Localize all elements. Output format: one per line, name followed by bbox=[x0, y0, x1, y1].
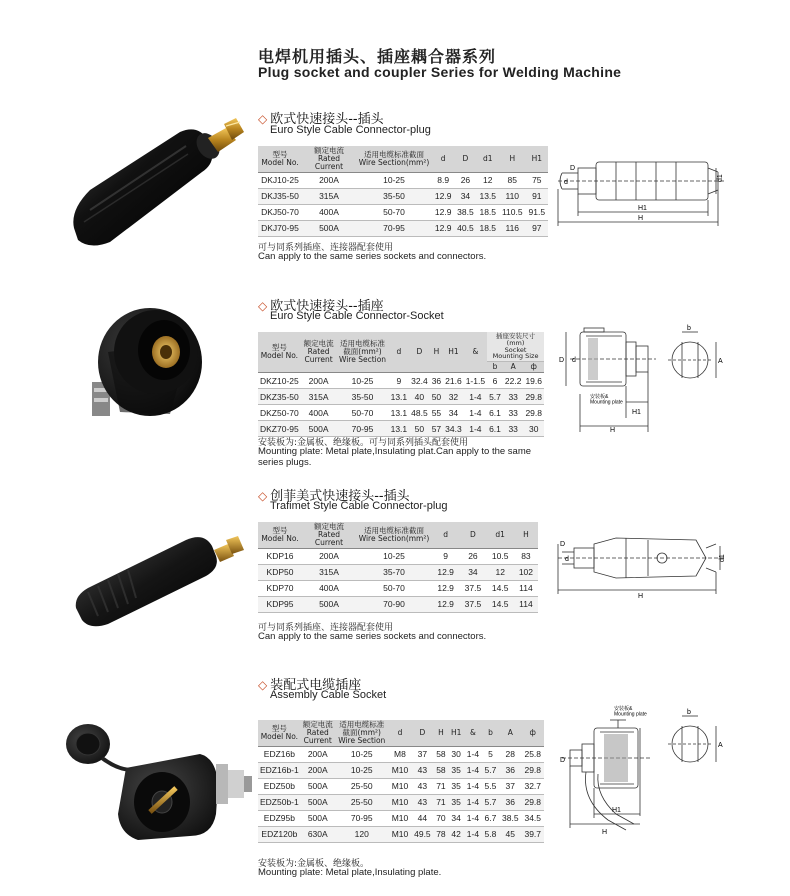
euro-socket-drawing bbox=[556, 322, 734, 434]
table-cell: 5.7 bbox=[482, 794, 499, 810]
section-3-note-cn: 可与同系列插座、连接器配套使用 bbox=[258, 623, 394, 633]
table-cell: 33 bbox=[503, 405, 524, 421]
table-cell: 315A bbox=[302, 564, 356, 580]
table-cell: 630A bbox=[301, 826, 335, 842]
table-row bbox=[258, 172, 548, 188]
table-cell: 25-50 bbox=[335, 778, 389, 794]
table-cell: 114 bbox=[514, 596, 538, 612]
page-title-en: Plug socket and coupler Series for Welding Machine bbox=[258, 64, 622, 80]
section-4-note-en: Mounting plate: Metal plate,Insulating plate. bbox=[258, 867, 442, 878]
table-cell: 34 bbox=[448, 810, 464, 826]
table-cell: 12.9 bbox=[432, 564, 459, 580]
table-cell: 10.5 bbox=[487, 548, 514, 564]
table-cell: 49.5 bbox=[411, 826, 433, 842]
table-cell: 120 bbox=[335, 826, 389, 842]
table-cell: 55 bbox=[430, 405, 443, 421]
model-cell: DKJ10-25 bbox=[258, 172, 302, 188]
model-cell: DKZ35-50 bbox=[258, 389, 301, 405]
table-row bbox=[258, 794, 544, 810]
table-cell: 5.7 bbox=[487, 389, 503, 405]
dim-d1-label: d1 bbox=[719, 554, 726, 562]
col-header: & bbox=[464, 720, 482, 746]
table-cell: 35-70 bbox=[356, 564, 432, 580]
table-cell: 12.9 bbox=[432, 580, 459, 596]
col-group-header: 插座安装尺寸(mm) Socket Mounting Size bbox=[487, 332, 544, 362]
col-header: d bbox=[389, 720, 411, 746]
table-cell: 25.8 bbox=[522, 746, 545, 762]
dim-b-label: b bbox=[687, 709, 691, 716]
trafimet-plug-photo bbox=[60, 520, 250, 630]
table-cell: 28 bbox=[499, 746, 521, 762]
table-cell: 6.1 bbox=[487, 405, 503, 421]
table-cell: M10 bbox=[389, 794, 411, 810]
mounting-plate-label: 安装板& Mounting plate bbox=[614, 706, 647, 718]
table-cell: 1-4 bbox=[464, 762, 482, 778]
table-cell: M8 bbox=[389, 746, 411, 762]
table-cell: 200A bbox=[301, 373, 337, 389]
euro-plug-drawing bbox=[556, 150, 732, 234]
table-cell: 35-50 bbox=[336, 389, 388, 405]
section-2-title-cn-text: 欧式快速接头--插座 bbox=[270, 299, 384, 314]
table-cell: M10 bbox=[389, 762, 411, 778]
model-cell: EDZ95b bbox=[258, 810, 301, 826]
table-cell: 29.8 bbox=[523, 405, 544, 421]
table-cell: 500A bbox=[302, 220, 356, 236]
dim-d-label: d bbox=[565, 556, 569, 563]
table-cell: 1-4 bbox=[464, 421, 487, 437]
table-cell: 32.7 bbox=[522, 778, 545, 794]
section-4-note-cn: 安装板为:金属板、绝缘板。 bbox=[258, 859, 370, 869]
table-cell: 91.5 bbox=[526, 204, 548, 220]
col-header: 额定电流 Rated Current bbox=[302, 720, 333, 745]
table-row bbox=[258, 204, 548, 220]
table-cell: 50 bbox=[430, 389, 443, 405]
table-cell: 29.8 bbox=[522, 762, 545, 778]
table-cell: 34 bbox=[443, 405, 464, 421]
table-cell: 5 bbox=[482, 746, 499, 762]
col-header: 额定电流 Rated Current bbox=[302, 522, 356, 548]
table-cell: 400A bbox=[302, 204, 356, 220]
table-cell: 18.5 bbox=[477, 220, 499, 236]
table-cell: 5.8 bbox=[482, 826, 499, 842]
table-header-row bbox=[258, 146, 548, 172]
trafimet-plug-drawing bbox=[556, 528, 732, 600]
col-header: 适用电缆标准 截面(mm²) Wire Section bbox=[336, 332, 388, 373]
col-header: 适用电缆标准截面 Wire Section(mm²) bbox=[356, 522, 432, 548]
col-header: 适用电缆标准截面 Wire Section(mm²) bbox=[356, 146, 432, 172]
trafimet-plug-spec-table bbox=[258, 522, 538, 613]
table-cell: 200A bbox=[302, 172, 356, 188]
col-header: H1 bbox=[443, 332, 464, 373]
table-cell: 50-70 bbox=[356, 580, 432, 596]
model-cell: EDZ120b bbox=[258, 826, 301, 842]
table-row bbox=[258, 778, 544, 794]
table-cell: 70-90 bbox=[356, 596, 432, 612]
table-cell: 500A bbox=[302, 596, 356, 612]
model-cell: DKZ70-95 bbox=[258, 421, 301, 437]
table-cell: 71 bbox=[434, 778, 449, 794]
col-header: d1 bbox=[487, 522, 514, 548]
dim-D-label: D bbox=[560, 757, 566, 764]
table-header-row bbox=[258, 332, 544, 362]
table-cell: M10 bbox=[389, 778, 411, 794]
table-cell: 35 bbox=[448, 778, 464, 794]
table-cell: 30 bbox=[523, 421, 544, 437]
col-header: b bbox=[482, 720, 499, 746]
table-cell: 500A bbox=[301, 794, 335, 810]
table-cell: 1-4 bbox=[464, 389, 487, 405]
diamond-bullet-icon: ◇ bbox=[258, 299, 268, 313]
model-cell: EDZ16b-1 bbox=[258, 762, 301, 778]
table-cell: 37.5 bbox=[459, 580, 486, 596]
table-cell: 30 bbox=[448, 746, 464, 762]
table-cell: 200A bbox=[302, 548, 356, 564]
table-cell: 37 bbox=[499, 778, 521, 794]
section-2-title-en: Euro Style Cable Connector-Socket bbox=[270, 310, 444, 322]
table-cell: 32 bbox=[443, 389, 464, 405]
table-cell: 8.9 bbox=[432, 172, 454, 188]
model-cell: EDZ50b bbox=[258, 778, 301, 794]
dim-D-label: D bbox=[570, 165, 576, 172]
table-cell: 35 bbox=[448, 762, 464, 778]
table-cell: 1-4 bbox=[464, 778, 482, 794]
section-2-note-cn: 安装板为:金属板、绝缘板。可与同系列插头配套使用 bbox=[258, 438, 469, 448]
col-header: ф bbox=[522, 720, 545, 746]
table-cell: 1-1.5 bbox=[464, 373, 487, 389]
table-cell: 71 bbox=[434, 794, 449, 810]
table-row bbox=[258, 596, 538, 612]
table-row bbox=[258, 826, 544, 842]
table-cell: 83 bbox=[514, 548, 538, 564]
model-cell: KDP16 bbox=[258, 548, 302, 564]
col-header: ф bbox=[523, 362, 544, 373]
table-cell: 1-4 bbox=[464, 405, 487, 421]
table-cell: 13.5 bbox=[477, 188, 499, 204]
table-row bbox=[258, 580, 538, 596]
model-cell: KDP50 bbox=[258, 564, 302, 580]
table-cell: 500A bbox=[301, 421, 337, 437]
table-cell: 400A bbox=[302, 580, 356, 596]
dim-H-label: H bbox=[610, 427, 616, 434]
table-cell: 70 bbox=[434, 810, 449, 826]
page-title-cn: 电焊机用插头、插座耦合器系列 bbox=[258, 47, 497, 66]
table-cell: 97 bbox=[526, 220, 548, 236]
section-1-note-cn: 可与同系列插座、连接器配套使用 bbox=[258, 243, 394, 253]
col-header: D bbox=[411, 720, 433, 746]
col-header: A bbox=[503, 362, 524, 373]
table-row bbox=[258, 762, 544, 778]
dim-d-label: d bbox=[572, 357, 576, 364]
dim-A-label: A bbox=[718, 742, 723, 749]
model-cell: DKZ10-25 bbox=[258, 373, 301, 389]
table-cell: 315A bbox=[302, 188, 356, 204]
model-cell: KDP95 bbox=[258, 596, 302, 612]
table-cell: 18.5 bbox=[477, 204, 499, 220]
table-cell: 37 bbox=[411, 746, 433, 762]
assembly-socket-spec-table bbox=[258, 720, 544, 843]
model-cell: DKJ50-70 bbox=[258, 204, 302, 220]
table-cell: 5.7 bbox=[482, 762, 499, 778]
table-cell: 38.5 bbox=[454, 204, 476, 220]
table-cell: 22.2 bbox=[503, 373, 524, 389]
table-cell: 5.5 bbox=[482, 778, 499, 794]
table-cell: 36 bbox=[499, 794, 521, 810]
table-cell: 40 bbox=[409, 389, 430, 405]
col-header: b bbox=[487, 362, 503, 373]
euro-socket-photo bbox=[80, 302, 260, 430]
euro-plug-spec-table bbox=[258, 146, 548, 237]
dim-b-label: b bbox=[687, 325, 691, 332]
dim-H1-label: H1 bbox=[638, 205, 647, 212]
table-cell: 9 bbox=[389, 373, 410, 389]
table-row bbox=[258, 220, 548, 236]
table-cell: 37.5 bbox=[459, 596, 486, 612]
model-cell: DKZ50-70 bbox=[258, 405, 301, 421]
diamond-bullet-icon: ◇ bbox=[258, 489, 268, 503]
table-row bbox=[258, 810, 544, 826]
table-cell: 45 bbox=[499, 826, 521, 842]
table-cell: 12 bbox=[477, 172, 499, 188]
col-header: 额定电流 Rated Current bbox=[302, 146, 356, 172]
table-cell: 44 bbox=[411, 810, 433, 826]
table-cell: 34 bbox=[454, 188, 476, 204]
table-cell: 26 bbox=[454, 172, 476, 188]
table-cell: 42 bbox=[448, 826, 464, 842]
col-header: 型号 Model No. bbox=[258, 720, 301, 746]
col-header: 型号 Model No. bbox=[258, 332, 301, 373]
table-cell: 13.1 bbox=[389, 421, 410, 437]
table-cell: 10-25 bbox=[336, 373, 388, 389]
table-row bbox=[258, 389, 544, 405]
table-cell: 500A bbox=[301, 778, 335, 794]
table-cell: 91 bbox=[526, 188, 548, 204]
table-cell: 315A bbox=[301, 389, 337, 405]
table-cell: 40.5 bbox=[454, 220, 476, 236]
table-cell: 32.4 bbox=[409, 373, 430, 389]
table-cell: 1-4 bbox=[464, 810, 482, 826]
col-header: H bbox=[434, 720, 449, 746]
dim-H1-label: H1 bbox=[612, 807, 621, 814]
table-cell: 34.5 bbox=[522, 810, 545, 826]
dim-H1-label: H1 bbox=[632, 409, 641, 416]
table-cell: 29.8 bbox=[523, 389, 544, 405]
table-cell: 10-25 bbox=[335, 762, 389, 778]
table-cell: 116 bbox=[499, 220, 526, 236]
table-cell: 6 bbox=[487, 373, 503, 389]
table-cell: 200A bbox=[301, 746, 335, 762]
col-header: D bbox=[454, 146, 476, 172]
table-cell: 102 bbox=[514, 564, 538, 580]
section-3-title-en: Trafimet Style Cable Connector-plug bbox=[270, 500, 448, 512]
table-cell: 50-70 bbox=[356, 204, 432, 220]
table-cell: 12.9 bbox=[432, 204, 454, 220]
dim-d1-label: d1 bbox=[717, 174, 724, 182]
table-cell: 110.5 bbox=[499, 204, 526, 220]
euro-plug-photo bbox=[60, 110, 250, 260]
table-cell: M10 bbox=[389, 826, 411, 842]
table-row bbox=[258, 188, 548, 204]
col-header: H bbox=[430, 332, 443, 373]
diamond-bullet-icon: ◇ bbox=[258, 678, 268, 692]
table-cell: 36 bbox=[499, 762, 521, 778]
table-row bbox=[258, 548, 538, 564]
euro-socket-spec-table bbox=[258, 332, 544, 437]
table-cell: 12.9 bbox=[432, 596, 459, 612]
table-cell: 29.8 bbox=[522, 794, 545, 810]
col-header: d1 bbox=[477, 146, 499, 172]
dim-d-label: d bbox=[564, 179, 568, 186]
section-4-title-cn-text: 装配式电缆插座 bbox=[270, 678, 362, 693]
table-cell: 10-25 bbox=[356, 548, 432, 564]
table-cell: 12.9 bbox=[432, 220, 454, 236]
table-cell: M10 bbox=[389, 810, 411, 826]
table-cell: 38.5 bbox=[499, 810, 521, 826]
table-cell: 57 bbox=[430, 421, 443, 437]
table-cell: 35-50 bbox=[356, 188, 432, 204]
col-header: D bbox=[409, 332, 430, 373]
col-header: D bbox=[459, 522, 486, 548]
dim-H-label: H bbox=[602, 829, 608, 836]
table-cell: 500A bbox=[301, 810, 335, 826]
col-header: d bbox=[432, 522, 459, 548]
table-cell: 85 bbox=[499, 172, 526, 188]
table-cell: 70-95 bbox=[335, 810, 389, 826]
dim-H-label: H bbox=[638, 215, 644, 222]
mounting-plate-label: 安装板& Mounting plate bbox=[590, 394, 623, 406]
table-cell: 9 bbox=[432, 548, 459, 564]
table-cell: 1-4 bbox=[464, 794, 482, 810]
table-cell: 35 bbox=[448, 794, 464, 810]
table-cell: 19.6 bbox=[523, 373, 544, 389]
col-header: d bbox=[432, 146, 454, 172]
table-cell: 12 bbox=[487, 564, 514, 580]
section-1-note-en: Can apply to the same series sockets and connectors. bbox=[258, 251, 487, 262]
table-cell: 70-95 bbox=[336, 421, 388, 437]
assembly-socket-drawing bbox=[556, 704, 734, 842]
col-header: H1 bbox=[526, 146, 548, 172]
table-cell: 36 bbox=[430, 373, 443, 389]
table-cell: 39.7 bbox=[522, 826, 545, 842]
model-cell: EDZ16b bbox=[258, 746, 301, 762]
table-cell: 114 bbox=[514, 580, 538, 596]
table-cell: 6.7 bbox=[482, 810, 499, 826]
table-cell: 200A bbox=[301, 762, 335, 778]
model-cell: KDP70 bbox=[258, 580, 302, 596]
table-cell: 50-70 bbox=[336, 405, 388, 421]
col-header: & bbox=[464, 332, 487, 373]
table-row bbox=[258, 373, 544, 389]
section-4-title-en: Assembly Cable Socket bbox=[270, 689, 387, 701]
dim-D-label: D bbox=[559, 357, 565, 364]
table-cell: 43 bbox=[411, 794, 433, 810]
table-cell: 13.1 bbox=[389, 405, 410, 421]
section-3-note-en: Can apply to the same series sockets and connectors. bbox=[258, 631, 487, 642]
table-row bbox=[258, 405, 544, 421]
col-header: H bbox=[514, 522, 538, 548]
table-cell: 78 bbox=[434, 826, 449, 842]
section-1-title-en: Euro Style Cable Connector-plug bbox=[270, 124, 431, 136]
table-cell: 58 bbox=[434, 762, 449, 778]
table-cell: 43 bbox=[411, 778, 433, 794]
table-cell: 58 bbox=[434, 746, 449, 762]
table-cell: 25-50 bbox=[335, 794, 389, 810]
table-cell: 6.1 bbox=[487, 421, 503, 437]
model-cell: DKJ70-95 bbox=[258, 220, 302, 236]
col-header: A bbox=[499, 720, 521, 746]
table-cell: 33 bbox=[503, 389, 524, 405]
dim-H-label: H bbox=[638, 593, 644, 600]
section-3-title-cn-text: 创菲美式快速接头--插头 bbox=[270, 489, 410, 504]
model-cell: DKJ35-50 bbox=[258, 188, 302, 204]
table-cell: 50 bbox=[409, 421, 430, 437]
model-cell: EDZ50b-1 bbox=[258, 794, 301, 810]
table-header-row bbox=[258, 522, 538, 548]
col-header: H bbox=[499, 146, 526, 172]
section-2-note-en: Mounting plate: Metal plate,Insulating plat.Can apply to the same series plugs. bbox=[258, 446, 532, 469]
dim-A-label: A bbox=[718, 358, 723, 365]
table-cell: 14.5 bbox=[487, 596, 514, 612]
table-cell: 34 bbox=[459, 564, 486, 580]
col-header: 型号 Model No. bbox=[258, 522, 302, 548]
assembly-socket-photo bbox=[58, 718, 254, 844]
table-cell: 400A bbox=[301, 405, 337, 421]
table-cell: 12.9 bbox=[432, 188, 454, 204]
dim-D-label: D bbox=[560, 541, 566, 548]
table-cell: 13.1 bbox=[389, 389, 410, 405]
table-cell: 1-4 bbox=[464, 746, 482, 762]
table-row bbox=[258, 746, 544, 762]
table-row bbox=[258, 564, 538, 580]
col-header: 型号 Model No. bbox=[258, 146, 302, 172]
table-cell: 1-4 bbox=[464, 826, 482, 842]
col-header: 适用电缆标准 截面(mm²) Wire Section bbox=[335, 720, 389, 746]
table-cell: 10-25 bbox=[335, 746, 389, 762]
col-header: H1 bbox=[448, 720, 464, 746]
col-header: d bbox=[389, 332, 410, 373]
table-cell: 21.6 bbox=[443, 373, 464, 389]
table-cell: 75 bbox=[526, 172, 548, 188]
table-cell: 110 bbox=[499, 188, 526, 204]
table-cell: 48.5 bbox=[409, 405, 430, 421]
section-1-title-cn-text: 欧式快速接头--插头 bbox=[270, 112, 384, 127]
table-cell: 33 bbox=[503, 421, 524, 437]
table-cell: 34.3 bbox=[443, 421, 464, 437]
table-cell: 70-95 bbox=[356, 220, 432, 236]
table-cell: 43 bbox=[411, 762, 433, 778]
table-cell: 26 bbox=[459, 548, 486, 564]
table-cell: 14.5 bbox=[487, 580, 514, 596]
diamond-bullet-icon: ◇ bbox=[258, 112, 268, 126]
table-cell: 10-25 bbox=[356, 172, 432, 188]
table-header-row bbox=[258, 720, 544, 746]
col-header: 额定电流 Rated Current bbox=[301, 332, 337, 373]
